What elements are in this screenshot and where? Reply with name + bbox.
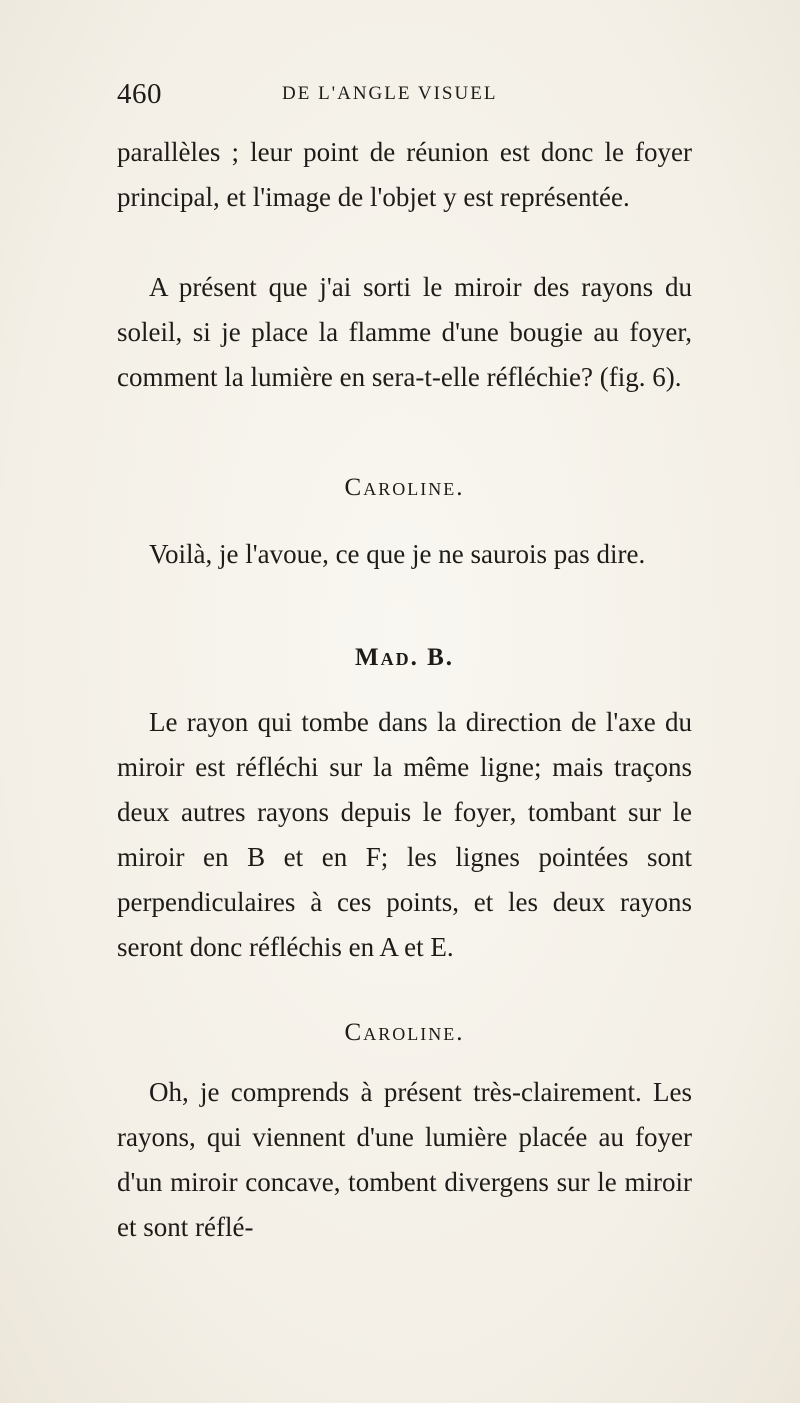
text-block-continuation xyxy=(117,130,692,220)
speaker-heading-mad-b xyxy=(117,635,692,680)
text-block-conclusion xyxy=(117,1070,692,1250)
text-block-question xyxy=(117,265,692,400)
speaker-heading-caroline-1 xyxy=(117,465,692,510)
speaker-heading-caroline-2 xyxy=(117,1010,692,1055)
paragraph: A présent que j'ai sorti le miroir des rayons du soleil, si je place la flamme d'une bougie au foyer, comment la lumière en sera-t-elle réfléchie? (fig. 6). xyxy=(117,272,692,392)
speaker-name: Caroline. xyxy=(344,474,465,501)
speaker-name: Caroline. xyxy=(344,1019,465,1046)
paragraph: Le rayon qui tombe dans la direction de l'axe du miroir est réfléchi sur la même ligne; mais traçons deux autres rayons depuis le foyer, tombant sur le miroir en B et en F; les lignes pointées sont perpendiculaires à ces points, et les deux rayons seront donc réfléchis en A et E. xyxy=(117,707,692,962)
paragraph: parallèles ; leur point de réunion est donc le foyer principal, et l'image de l'objet y est représentée. xyxy=(117,137,692,212)
paragraph: Voilà, je l'avoue, ce que je ne saurois pas dire. xyxy=(149,539,646,569)
page-number: 460 xyxy=(117,78,162,110)
speaker-name: Mad. B. xyxy=(354,644,455,671)
text-block-reply xyxy=(117,532,692,577)
text-block-explanation xyxy=(117,700,692,970)
page-header xyxy=(117,78,692,118)
running-title: DE L'ANGLE VISUEL xyxy=(282,83,498,104)
paragraph: Oh, je comprends à présent très-clairement. Les rayons, qui viennent d'une lumière placée au foyer d'un miroir concave, tombent divergens sur le miroir et sont réflé- xyxy=(117,1077,692,1242)
